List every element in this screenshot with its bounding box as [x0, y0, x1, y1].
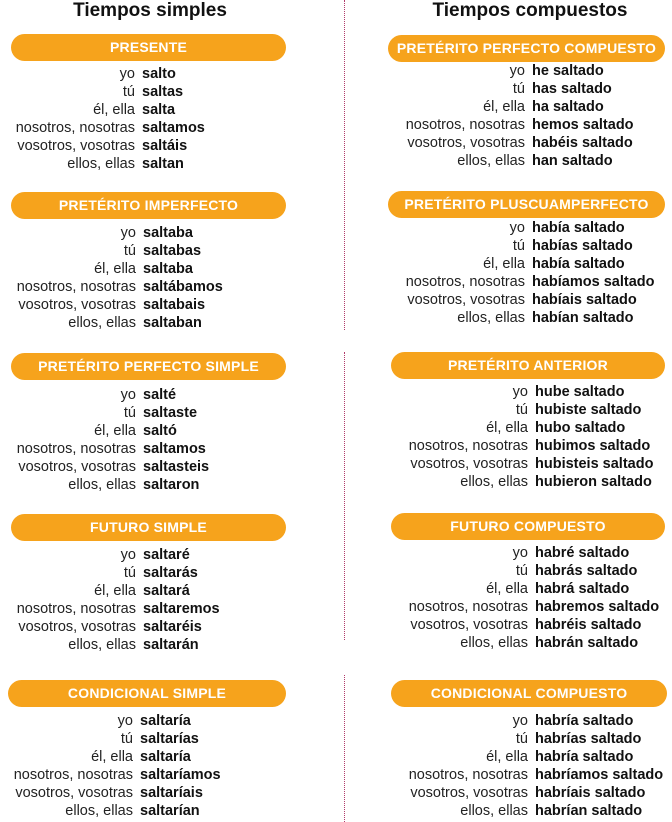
- tense-header: PRETÉRITO PLUSCUAMPERFECTO: [388, 191, 665, 218]
- pronoun-label: ellos, ellas: [460, 803, 528, 819]
- pronoun-label: tú: [515, 563, 528, 579]
- verb-form: he saltado: [532, 63, 604, 79]
- conjugation-row: [0, 155, 205, 173]
- column-divider: [344, 352, 345, 640]
- pronoun-label: vosotros, vosotras: [18, 459, 136, 475]
- pronoun-label: él, ella: [94, 423, 136, 439]
- conjugation-row: [1, 386, 209, 404]
- pronoun-label: ellos, ellas: [460, 635, 528, 651]
- conjugation-row: [380, 255, 654, 273]
- pronoun-label: tú: [123, 565, 136, 581]
- conjugation-row: [383, 383, 653, 401]
- conjugation-row: [1, 564, 220, 582]
- pronoun-label: tú: [512, 81, 525, 97]
- pronoun-label: nosotros, nosotras: [15, 120, 135, 136]
- conjugation-table: [380, 62, 634, 170]
- verb-form: había saltado: [532, 256, 625, 272]
- pronoun-label: yo: [120, 387, 136, 403]
- conjugation-row: [0, 83, 205, 101]
- verb-form: saltaréis: [143, 619, 202, 635]
- verb-form: saltaba: [143, 225, 193, 241]
- pronoun-label: nosotros, nosotras: [405, 274, 525, 290]
- pronoun-label: nosotros, nosotras: [408, 767, 528, 783]
- column-divider: [344, 675, 345, 822]
- pronoun-label: ellos, ellas: [67, 156, 135, 172]
- conjugation-row: [383, 748, 663, 766]
- pronoun-label: él, ella: [94, 261, 136, 277]
- conjugation-row: [380, 237, 654, 255]
- conjugation-row: [0, 101, 205, 119]
- verb-form: saltaré: [143, 547, 190, 563]
- pronoun-label: tú: [515, 731, 528, 747]
- pronoun-label: tú: [123, 405, 136, 421]
- conjugation-table: [383, 383, 653, 491]
- conjugation-row: [0, 712, 221, 730]
- verb-form: habrías saltado: [535, 731, 642, 747]
- pronoun-label: tú: [512, 238, 525, 254]
- conjugation-table: [1, 386, 209, 494]
- conjugation-row: [0, 65, 205, 83]
- conjugation-row: [383, 712, 663, 730]
- conjugation-row: [383, 784, 663, 802]
- verb-form: habrían saltado: [535, 803, 643, 819]
- conjugation-row: [383, 598, 659, 616]
- conjugation-table: [0, 712, 221, 820]
- conjugation-row: [380, 134, 634, 152]
- conjugation-row: [0, 802, 221, 820]
- pronoun-label: yo: [120, 225, 136, 241]
- pronoun-label: él, ella: [483, 256, 525, 272]
- verb-form: hube saltado: [535, 384, 625, 400]
- verb-form: hemos saltado: [532, 117, 634, 133]
- pronoun-label: nosotros, nosotras: [408, 438, 528, 454]
- pronoun-label: yo: [512, 545, 528, 561]
- conjugation-row: [383, 634, 659, 652]
- pronoun-label: él, ella: [93, 102, 135, 118]
- pronoun-label: vosotros, vosotras: [410, 785, 528, 801]
- conjugation-row: [380, 80, 634, 98]
- conjugation-row: [383, 562, 659, 580]
- pronoun-label: nosotros, nosotras: [16, 441, 136, 457]
- pronoun-label: él, ella: [94, 583, 136, 599]
- conjugation-row: [1, 582, 220, 600]
- verb-form: hubisteis saltado: [535, 456, 654, 472]
- pronoun-label: él, ella: [486, 749, 528, 765]
- pronoun-label: ellos, ellas: [68, 477, 136, 493]
- conjugation-row: [1, 458, 209, 476]
- conjugation-row: [383, 401, 653, 419]
- pronoun-label: ellos, ellas: [68, 637, 136, 653]
- pronoun-label: él, ella: [486, 581, 528, 597]
- conjugation-row: [383, 455, 653, 473]
- verb-form: saltará: [143, 583, 190, 599]
- conjugation-table: [380, 219, 654, 327]
- conjugation-row: [380, 98, 634, 116]
- conjugation-row: [383, 437, 653, 455]
- pronoun-label: nosotros, nosotras: [13, 767, 133, 783]
- verb-form: saltarían: [140, 803, 200, 819]
- verb-form: habrás saltado: [535, 563, 638, 579]
- tense-header: CONDICIONAL COMPUESTO: [391, 680, 667, 707]
- verb-form: habrá saltado: [535, 581, 630, 597]
- pronoun-label: vosotros, vosotras: [18, 619, 136, 635]
- conjugation-row: [1, 296, 223, 314]
- verb-form: habríamos saltado: [535, 767, 664, 783]
- pronoun-label: vosotros, vosotras: [407, 292, 525, 308]
- pronoun-label: yo: [509, 220, 525, 236]
- conjugation-table: [1, 224, 223, 332]
- pronoun-label: tú: [122, 84, 135, 100]
- pronoun-label: yo: [119, 66, 135, 82]
- conjugation-table: [383, 544, 659, 652]
- conjugation-row: [1, 546, 220, 564]
- verb-form: habían saltado: [532, 310, 634, 326]
- conjugation-row: [0, 784, 221, 802]
- conjugation-row: [383, 766, 663, 784]
- verb-form: saltaríais: [140, 785, 203, 801]
- tense-header: FUTURO SIMPLE: [11, 514, 286, 541]
- column-title-compound-tenses: Tiempos compuestos: [432, 0, 628, 21]
- column-title-simple-tenses: Tiempos simples: [73, 0, 227, 21]
- conjugation-row: [383, 580, 659, 598]
- conjugation-row: [1, 260, 223, 278]
- pronoun-label: vosotros, vosotras: [410, 617, 528, 633]
- pronoun-label: yo: [512, 384, 528, 400]
- verb-form: habré saltado: [535, 545, 630, 561]
- verb-form: saltó: [143, 423, 177, 439]
- pronoun-label: yo: [117, 713, 133, 729]
- conjugation-row: [1, 278, 223, 296]
- conjugation-row: [383, 419, 653, 437]
- conjugation-row: [1, 224, 223, 242]
- conjugation-row: [380, 291, 654, 309]
- verb-form: saltaste: [143, 405, 198, 421]
- verb-form: saltaría: [140, 749, 191, 765]
- conjugation-row: [1, 600, 220, 618]
- pronoun-label: nosotros, nosotras: [405, 117, 525, 133]
- conjugation-row: [1, 314, 223, 332]
- verb-form: hubimos saltado: [535, 438, 651, 454]
- pronoun-label: ellos, ellas: [457, 153, 525, 169]
- pronoun-label: vosotros, vosotras: [407, 135, 525, 151]
- verb-form: has saltado: [532, 81, 612, 97]
- conjugation-row: [1, 242, 223, 260]
- verb-form: saltaron: [143, 477, 200, 493]
- pronoun-label: tú: [123, 243, 136, 259]
- verb-form: había saltado: [532, 220, 625, 236]
- conjugation-table: [1, 546, 220, 654]
- verb-form: saltasteis: [143, 459, 210, 475]
- verb-form: hubieron saltado: [535, 474, 652, 490]
- verb-form: saltaba: [143, 261, 193, 277]
- pronoun-label: tú: [515, 402, 528, 418]
- pronoun-label: ellos, ellas: [460, 474, 528, 490]
- verb-form: saltan: [142, 156, 184, 172]
- tense-header: PRESENTE: [11, 34, 286, 61]
- tense-header: PRETÉRITO ANTERIOR: [391, 352, 665, 379]
- conjugation-row: [1, 636, 220, 654]
- verb-form: saltamos: [142, 120, 205, 136]
- verb-form: saltaríamos: [140, 767, 221, 783]
- column-divider: [344, 0, 345, 330]
- conjugation-row: [383, 730, 663, 748]
- conjugation-row: [383, 544, 659, 562]
- verb-form: saltábamos: [143, 279, 223, 295]
- verb-form: han saltado: [532, 153, 613, 169]
- conjugation-row: [383, 802, 663, 820]
- conjugation-row: [0, 137, 205, 155]
- verb-form: saltaría: [140, 713, 191, 729]
- conjugation-row: [1, 618, 220, 636]
- pronoun-label: yo: [512, 713, 528, 729]
- verb-form: habíais saltado: [532, 292, 637, 308]
- verb-form: habría saltado: [535, 713, 634, 729]
- conjugation-row: [380, 116, 634, 134]
- pronoun-label: él, ella: [483, 99, 525, 115]
- verb-form: habríais saltado: [535, 785, 646, 801]
- pronoun-label: vosotros, vosotras: [18, 297, 136, 313]
- verb-form: saltarás: [143, 565, 198, 581]
- tense-header: CONDICIONAL SIMPLE: [8, 680, 286, 707]
- pronoun-label: él, ella: [486, 420, 528, 436]
- verb-form: ha saltado: [532, 99, 604, 115]
- verb-form: habremos saltado: [535, 599, 660, 615]
- pronoun-label: ellos, ellas: [68, 315, 136, 331]
- pronoun-label: vosotros, vosotras: [15, 785, 133, 801]
- conjugation-row: [1, 476, 209, 494]
- conjugation-row: [383, 473, 653, 491]
- conjugation-row: [0, 730, 221, 748]
- conjugation-row: [0, 766, 221, 784]
- conjugation-row: [1, 440, 209, 458]
- tense-header: PRETÉRITO PERFECTO SIMPLE: [11, 353, 286, 380]
- conjugation-row: [380, 62, 634, 80]
- verb-form: hubiste saltado: [535, 402, 642, 418]
- verb-form: salté: [143, 387, 177, 403]
- verb-form: salto: [142, 66, 176, 82]
- verb-form: saltabais: [143, 297, 206, 313]
- pronoun-label: vosotros, vosotras: [410, 456, 528, 472]
- verb-form: saltabas: [143, 243, 202, 259]
- verb-form: saltarán: [143, 637, 199, 653]
- conjugation-table: [0, 65, 205, 173]
- verb-form: saltáis: [142, 138, 188, 154]
- pronoun-label: él, ella: [91, 749, 133, 765]
- verb-form: habrán saltado: [535, 635, 639, 651]
- conjugation-table: [383, 712, 663, 820]
- conjugation-row: [380, 152, 634, 170]
- verb-form: saltamos: [143, 441, 206, 457]
- pronoun-label: ellos, ellas: [457, 310, 525, 326]
- conjugation-row: [1, 422, 209, 440]
- verb-form: saltarías: [140, 731, 199, 747]
- conjugation-row: [380, 219, 654, 237]
- pronoun-label: vosotros, vosotras: [17, 138, 135, 154]
- conjugation-row: [383, 616, 659, 634]
- pronoun-label: yo: [120, 547, 136, 563]
- tense-header: PRETÉRITO PERFECTO COMPUESTO: [388, 35, 665, 62]
- pronoun-label: tú: [120, 731, 133, 747]
- pronoun-label: nosotros, nosotras: [408, 599, 528, 615]
- pronoun-label: nosotros, nosotras: [16, 601, 136, 617]
- verb-form: hubo saltado: [535, 420, 626, 436]
- conjugation-row: [1, 404, 209, 422]
- verb-form: habréis saltado: [535, 617, 642, 633]
- pronoun-label: yo: [509, 63, 525, 79]
- conjugation-row: [380, 309, 654, 327]
- pronoun-label: nosotros, nosotras: [16, 279, 136, 295]
- conjugation-row: [380, 273, 654, 291]
- pronoun-label: ellos, ellas: [65, 803, 133, 819]
- verb-form: saltaremos: [143, 601, 220, 617]
- verb-form: saltas: [142, 84, 184, 100]
- tense-header: PRETÉRITO IMPERFECTO: [11, 192, 286, 219]
- verb-form: saltaban: [143, 315, 202, 331]
- verb-form: habría saltado: [535, 749, 634, 765]
- tense-header: FUTURO COMPUESTO: [391, 513, 665, 540]
- conjugation-row: [0, 748, 221, 766]
- verb-form: salta: [142, 102, 176, 118]
- conjugation-row: [0, 119, 205, 137]
- verb-form: habías saltado: [532, 238, 633, 254]
- verb-form: habíamos saltado: [532, 274, 655, 290]
- verb-form: habéis saltado: [532, 135, 633, 151]
